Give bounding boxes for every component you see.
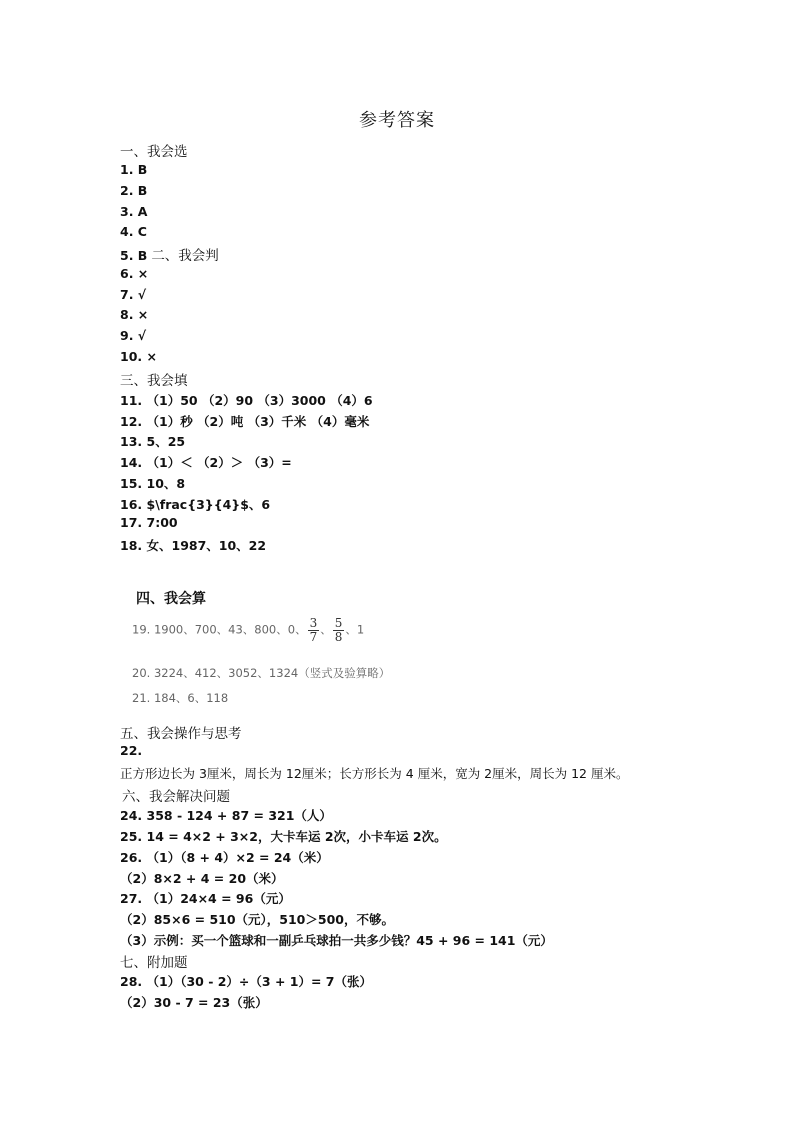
answer-7: 7. √ (120, 287, 147, 302)
answer-19-number: 19. (132, 622, 151, 637)
fraction-denominator: 8 (334, 629, 343, 644)
fraction-denominator: 7 (309, 629, 318, 644)
answer-21-text: 184、6、118 (153, 691, 229, 705)
answer-17: 17. 7:00 (120, 515, 178, 530)
answer-15: 15. 10、8 (120, 476, 186, 491)
answer-27-part1: 27. （1）24×4 = 96（元） (120, 891, 291, 906)
answer-21 (132, 690, 228, 706)
answer-20 (132, 665, 390, 681)
answer-22-number: 22. (120, 743, 143, 758)
answer-27-part3: （3）示例：买一个篮球和一副乒乓球拍一共多少钱？45 + 96 = 141（元） (120, 933, 553, 948)
answer-8: 8. × (120, 307, 149, 322)
answer-19-text: 1900、700、43、800、0、 (153, 622, 307, 637)
answer-14: 14. （1）＜ （2）＞ （3）= (120, 455, 292, 470)
section-heading-calculate: 四、我会算 (136, 591, 206, 607)
fraction-numerator: 3 (309, 616, 318, 630)
answer-6: 6. × (120, 266, 149, 281)
answer-19 (132, 617, 364, 643)
fraction-five-eighths (333, 617, 345, 643)
section-heading-choose: 一、我会选 (120, 144, 188, 160)
answer-16: 16. $\frac{3}{4}$、6 (120, 497, 271, 512)
answer-3: 3. A (120, 204, 148, 219)
answer-22-text: 正方形边长为 3厘米，周长为 12厘米；长方形长为 4 厘米，宽为 2厘米，周长为 12 厘米。 (120, 766, 629, 781)
answer-25: 25. 14 = 4×2 + 3×2，大卡车运 2次，小卡车运 2次。 (120, 829, 447, 844)
answer-19-tail: 、1 (345, 622, 365, 637)
fraction-three-sevenths (308, 617, 320, 643)
section-heading-judge: 二、我会判 (151, 248, 219, 264)
section-heading-solve: 六、我会解决问题 (122, 789, 230, 805)
answer-20-number: 20. (132, 666, 151, 680)
answer-13: 13. 5、25 (120, 434, 186, 449)
page-title: 参考答案 (359, 110, 435, 131)
answer-9: 9. √ (120, 328, 147, 343)
answer-5-row (120, 244, 219, 264)
answer-12: 12. （1）秒 （2）吨 （3）千米 （4）毫米 (120, 414, 370, 429)
section-heading-fill: 三、我会填 (120, 373, 188, 389)
answer-26-part1: 26. （1）（8 + 4）×2 = 24（米） (120, 850, 329, 865)
answer-28-part2: （2）30 - 7 = 23（张） (120, 995, 268, 1010)
answer-24: 24. 358 - 124 + 87 = 321（人） (120, 808, 332, 823)
section-heading-operate: 五、我会操作与思考 (120, 726, 242, 742)
answer-1: 1. B (120, 162, 148, 177)
answer-4: 4. C (120, 224, 147, 239)
answer-21-number: 21. (132, 691, 151, 705)
answer-26-part2: （2）8×2 + 4 = 20（米） (120, 871, 284, 886)
section-heading-bonus: 七、附加题 (120, 955, 188, 971)
answer-27-part2: （2）85×6 = 510（元），510＞500，不够。 (120, 912, 394, 927)
answer-5: 5. B (120, 248, 148, 263)
answer-2: 2. B (120, 183, 148, 198)
answer-19-separator: 、 (320, 622, 332, 637)
answer-20-text: 3224、412、3052、1324（竖式及验算略） (153, 666, 391, 680)
answer-10: 10. × (120, 349, 157, 364)
answer-18: 18. 女、1987、10、22 (120, 538, 267, 553)
fraction-numerator: 5 (334, 616, 343, 630)
answer-11: 11. （1）50 （2）90 （3）3000 （4）6 (120, 393, 373, 408)
answer-28-part1: 28. （1）（30 - 2）÷（3 + 1）= 7（张） (120, 974, 372, 989)
